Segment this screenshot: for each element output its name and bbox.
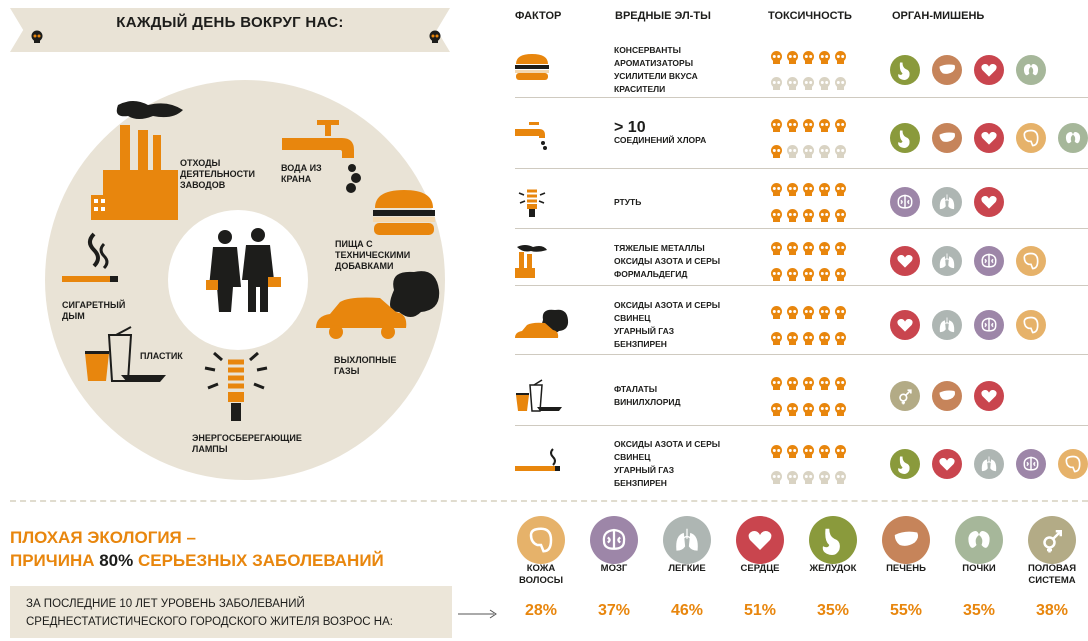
skull-icon [818, 242, 831, 261]
element-name: УСИЛИТЕЛИ ВКУСА [614, 71, 698, 81]
skull-icon [770, 119, 783, 138]
stomach-icon [890, 55, 920, 85]
organ-name: ЛЕГКИЕ [668, 563, 706, 574]
heart-icon [974, 55, 1004, 85]
heart-icon [932, 449, 962, 479]
organ-name: СЕРДЦЕ [740, 563, 780, 574]
organ-name: ЖЕЛУДОК [809, 563, 857, 574]
stomach-icon [809, 516, 857, 564]
element-name: ВИНИЛХЛОРИД [614, 397, 681, 407]
skull-icon [786, 145, 799, 164]
skull-icon [802, 445, 815, 464]
element-name: УГАРНЫЙ ГАЗ [614, 465, 675, 475]
skull-icon [770, 445, 783, 464]
burger-icon [373, 188, 435, 236]
skull-icon [834, 377, 847, 396]
people-icon [198, 225, 288, 315]
skull-icon [770, 403, 783, 422]
lungs-icon [974, 449, 1004, 479]
skull-icon [770, 268, 783, 287]
factory-icon [88, 100, 183, 225]
liver-icon [882, 516, 930, 564]
section-divider [10, 500, 1088, 502]
source-label-plastic: ПЛАСТИК [140, 351, 183, 361]
skull-icon [834, 119, 847, 138]
skull-icon [802, 377, 815, 396]
organ-percent: 37% [597, 602, 631, 619]
harmful-elements [614, 438, 764, 490]
skin-icon [517, 516, 565, 564]
element-name: СВИНЕЦ [614, 313, 651, 323]
organ-percent: 35% [816, 602, 850, 619]
skull-icon [802, 268, 815, 287]
skull-icon [786, 471, 799, 490]
reproductive-icon [1028, 516, 1076, 564]
skull-icon [786, 183, 799, 202]
skull-icon [30, 30, 44, 44]
skull-icon [770, 377, 783, 396]
kidneys-icon [1058, 123, 1088, 153]
skin-icon [1016, 246, 1046, 276]
skull-icon [770, 77, 783, 96]
skull-icon [818, 209, 831, 228]
skull-icon [770, 306, 783, 325]
skull-icon [802, 332, 815, 351]
skull-icon [802, 183, 815, 202]
skull-icon [802, 145, 815, 164]
lamp-icon [515, 185, 549, 224]
factory-icon [515, 244, 549, 285]
skull-icon [834, 51, 847, 70]
skull-icon [786, 119, 799, 138]
source-label-smoke: СИГАРЕТНЫЙ ДЫМ [62, 300, 126, 321]
skin-icon [1016, 123, 1046, 153]
skull-icon [770, 183, 783, 202]
toxicity-rating [770, 51, 847, 103]
stomach-icon [890, 449, 920, 479]
element-name: ФОРМАЛЬДЕГИД [614, 268, 688, 279]
skull-icon [802, 51, 815, 70]
skull-icon [834, 306, 847, 325]
skull-icon [770, 145, 783, 164]
header-toxicity: ТОКСИЧНОСТЬ [768, 10, 852, 22]
skull-icon [770, 332, 783, 351]
element-name: РТУТЬ [614, 196, 642, 207]
harmful-elements [614, 383, 764, 409]
reproductive-icon [890, 381, 920, 411]
skull-icon [834, 183, 847, 202]
header-factor: ФАКТОР [515, 10, 562, 22]
skull-icon [770, 209, 783, 228]
skull-icon [818, 377, 831, 396]
skull-icon [802, 77, 815, 96]
bottom-title [10, 526, 384, 572]
skull-icon [834, 445, 847, 464]
kidneys-icon [1016, 55, 1046, 85]
banner-title: КАЖДЫЙ ДЕНЬ ВОКРУГ НАС: [116, 14, 344, 31]
organ-name: ПОЛОВАЯ СИСТЕМА [1027, 563, 1077, 586]
skull-icon [834, 145, 847, 164]
bottom-title-line1: ПЛОХАЯ ЭКОЛОГИЯ – [10, 528, 196, 547]
burger-icon [515, 53, 549, 86]
element-name: БЕНЗПИРЕН [614, 339, 667, 349]
lungs-icon [663, 516, 711, 564]
liver-icon [932, 381, 962, 411]
skull-icon [818, 445, 831, 464]
element-name: ОКСИДЫ АЗОТА И СЕРЫ [614, 255, 721, 266]
organ-percent: 35% [962, 602, 996, 619]
skull-icon [770, 51, 783, 70]
brain-icon [974, 310, 1004, 340]
skull-icon [786, 268, 799, 287]
skull-icon [802, 119, 815, 138]
heart-icon [974, 187, 1004, 217]
stat-box: ЗА ПОСЛЕДНИЕ 10 ЛЕТ УРОВЕНЬ ЗАБОЛЕВАНИЙ СРЕДНЕСТАТИСТИЧЕСКОГО ГОРОДСКОГО ЖИТЕЛЯ ВОЗРОС НА: [10, 586, 452, 638]
harmful-elements [614, 44, 764, 96]
organ-percent: 38% [1035, 602, 1069, 619]
header-organ: ОРГАН-МИШЕНЬ [892, 10, 985, 22]
heart-icon [974, 381, 1004, 411]
skull-icon [834, 77, 847, 96]
skull-icon [786, 209, 799, 228]
heart-icon [736, 516, 784, 564]
toxicity-rating [770, 242, 847, 294]
brain-icon [590, 516, 638, 564]
bottom-title-line2: ПРИЧИНА 80% СЕРЬЕЗНЫХ ЗАБОЛЕВАНИЙ [10, 551, 384, 570]
lungs-icon [932, 310, 962, 340]
lungs-icon [932, 246, 962, 276]
element-name: СВИНЕЦ [614, 452, 651, 462]
skull-icon [786, 403, 799, 422]
skull-icon [818, 77, 831, 96]
skull-icon [818, 268, 831, 287]
source-label-water: ВОДА ИЗ КРАНА [281, 163, 322, 184]
skull-icon [834, 332, 847, 351]
organ-percent: 28% [524, 602, 558, 619]
organ-percent: 55% [889, 602, 923, 619]
element-name: АРОМАТИЗАТОРЫ [614, 58, 694, 68]
skull-icon [770, 471, 783, 490]
skull-icon [802, 403, 815, 422]
toxicity-rating [770, 445, 847, 497]
skull-icon [802, 209, 815, 228]
skull-icon [818, 183, 831, 202]
plastic-icon [515, 379, 563, 418]
heart-icon [890, 310, 920, 340]
skull-icon [786, 242, 799, 261]
harmful-elements [614, 299, 764, 351]
skull-icon [818, 119, 831, 138]
toxicity-rating [770, 183, 847, 235]
skull-icon [818, 403, 831, 422]
skull-icon [786, 51, 799, 70]
skull-icon [818, 332, 831, 351]
source-label-factory: ОТХОДЫ ДЕЯТЕЛЬНОСТИ ЗАВОДОВ [180, 158, 255, 190]
skull-icon [786, 332, 799, 351]
element-name: КОНСЕРВАНТЫ [614, 45, 681, 55]
skull-icon [786, 306, 799, 325]
cigarette-icon [515, 447, 563, 478]
source-label-food: ПИЩА С ТЕХНИЧЕСКИМИ ДОБАВКАМИ [335, 239, 411, 271]
skull-icon [834, 471, 847, 490]
kidneys-icon [955, 516, 1003, 564]
skull-icon [834, 403, 847, 422]
car-icon [515, 308, 571, 347]
skull-icon [786, 77, 799, 96]
element-name: БЕНЗПИРЕН [614, 478, 667, 488]
organ-name: ПЕЧЕНЬ [886, 563, 926, 574]
skull-icon [802, 306, 815, 325]
stomach-icon [890, 123, 920, 153]
skull-icon [818, 306, 831, 325]
source-label-exhaust: ВЫХЛОПНЫЕ ГАЗЫ [334, 355, 397, 376]
tap-icon [515, 121, 549, 156]
skull-icon [834, 209, 847, 228]
compound-count: > 10 [614, 119, 646, 137]
brain-icon [1016, 449, 1046, 479]
element-name: УГАРНЫЙ ГАЗ [614, 326, 675, 336]
element-name: ОКСИДЫ АЗОТА И СЕРЫ [614, 439, 721, 449]
organ-name: ПОЧКИ [962, 563, 996, 574]
skull-icon [428, 30, 442, 44]
toxicity-rating [770, 119, 847, 171]
skull-icon [818, 51, 831, 70]
harmful-elements [614, 242, 764, 281]
harmful-elements [614, 196, 764, 209]
element-name: СОЕДИНЕНИЙ ХЛОРА [614, 135, 707, 146]
skull-icon [786, 445, 799, 464]
toxicity-rating [770, 377, 847, 429]
header-elements: ВРЕДНЫЕ ЭЛ-ТЫ [615, 10, 711, 22]
heart-icon [890, 246, 920, 276]
liver-icon [932, 55, 962, 85]
skin-icon [1058, 449, 1088, 479]
brain-icon [890, 187, 920, 217]
organ-percent: 46% [670, 602, 704, 619]
skull-icon [802, 471, 815, 490]
brain-icon [974, 246, 1004, 276]
lungs-icon [932, 187, 962, 217]
skull-icon [834, 268, 847, 287]
organ-percent: 51% [743, 602, 777, 619]
lamp-icon [200, 348, 272, 428]
cigarette-icon [62, 232, 120, 284]
skull-icon [818, 471, 831, 490]
skin-icon [1016, 310, 1046, 340]
element-name: ФТАЛАТЫ [614, 384, 658, 394]
skull-icon [802, 242, 815, 261]
skull-icon [786, 377, 799, 396]
liver-icon [932, 123, 962, 153]
organ-name: КОЖА ВОЛОСЫ [519, 563, 563, 586]
skull-icon [818, 145, 831, 164]
car-icon [316, 270, 441, 342]
skull-icon [834, 242, 847, 261]
arrow-right-icon [458, 609, 498, 619]
element-name: КРАСИТЕЛИ [614, 84, 666, 94]
toxicity-rating [770, 306, 847, 358]
skull-icon [770, 242, 783, 261]
harmful-elements [614, 121, 764, 147]
element-name: ТЯЖЕЛЫЕ МЕТАЛЛЫ [614, 242, 705, 253]
element-name: ОКСИДЫ АЗОТА И СЕРЫ [614, 300, 721, 310]
organ-name: МОЗГ [600, 563, 628, 574]
source-label-lamps: ЭНЕРГОСБЕРЕГАЮЩИЕ ЛАМПЫ [192, 433, 302, 454]
heart-icon [974, 123, 1004, 153]
